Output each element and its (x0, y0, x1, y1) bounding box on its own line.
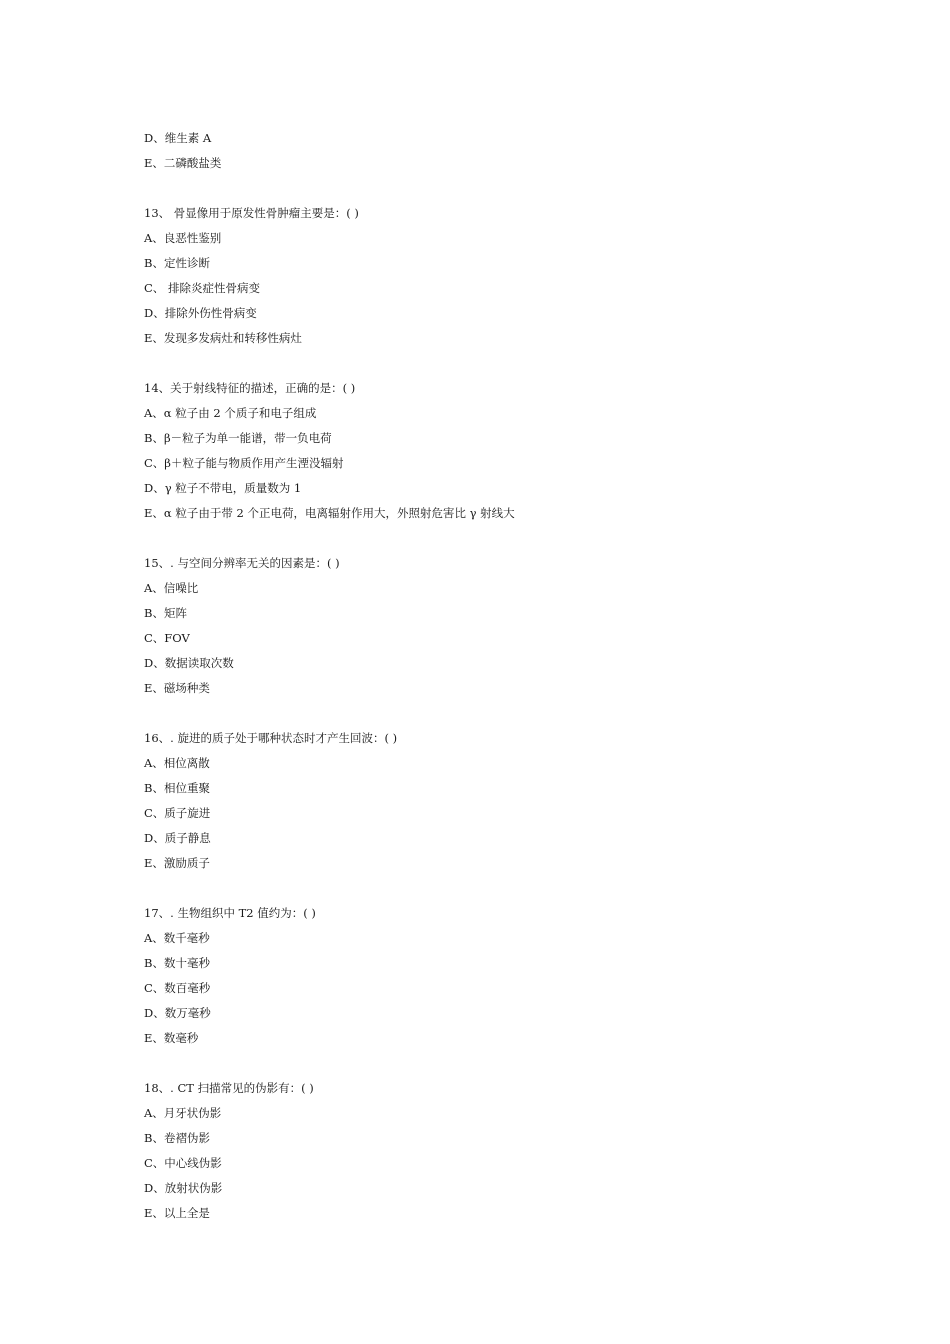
option-line: A、数千毫秒 (144, 931, 210, 945)
question-16: 16、. 旋进的质子处于哪种状态时才产生回波：( ) (144, 731, 398, 745)
option-line: C、β＋粒子能与物质作用产生湮没辐射 (144, 456, 344, 470)
spacer (144, 176, 824, 201)
option-line: A、α 粒子由 2 个质子和电子组成 (144, 406, 317, 420)
option-line: B、相位重聚 (144, 781, 210, 795)
option-line: A、信噪比 (144, 581, 199, 595)
option-line: E、以上全是 (144, 1206, 210, 1220)
option-line: C、质子旋进 (144, 806, 211, 820)
option-line: E、数毫秒 (144, 1031, 199, 1045)
option-line: C、FOV (144, 631, 190, 645)
spacer (144, 701, 824, 726)
option-line: C、数百毫秒 (144, 981, 211, 995)
option-line: D、质子静息 (144, 831, 211, 845)
option-line: A、月牙状伪影 (144, 1106, 222, 1120)
option-line: A、良恶性鉴别 (144, 231, 222, 245)
option-line: E、二磷酸盐类 (144, 156, 222, 170)
option-line: D、排除外伤性骨病变 (144, 306, 257, 320)
option-line: B、卷褶伪影 (144, 1131, 210, 1145)
option-line: E、α 粒子由于带 2 个正电荷，电离辐射作用大，外照射危害比 γ 射线大 (144, 506, 515, 520)
option-line: D、数万毫秒 (144, 1006, 211, 1020)
spacer (144, 876, 824, 901)
option-line: D、数据读取次数 (144, 656, 234, 670)
question-15: 15、. 与空间分辨率无关的因素是：( ) (144, 556, 340, 570)
spacer (144, 1051, 824, 1076)
option-line: C、中心线伪影 (144, 1156, 222, 1170)
option-line: B、矩阵 (144, 606, 187, 620)
document-page (144, 126, 824, 1226)
option-line: C、 排除炎症性骨病变 (144, 281, 260, 295)
option-line: D、放射状伪影 (144, 1181, 223, 1195)
option-line: A、相位离散 (144, 756, 210, 770)
option-line: E、磁场种类 (144, 681, 210, 695)
spacer (144, 526, 824, 551)
option-line: D、γ 粒子不带电，质量数为 1 (144, 481, 302, 495)
question-14: 14、关于射线特征的描述，正确的是：( ) (144, 381, 356, 395)
option-line: B、β－粒子为单一能谱，带一负电荷 (144, 431, 332, 445)
question-18: 18、. CT 扫描常见的伪影有：( ) (144, 1081, 314, 1095)
option-line: B、数十毫秒 (144, 956, 210, 970)
spacer (144, 351, 824, 376)
option-line: E、激励质子 (144, 856, 210, 870)
question-17: 17、. 生物组织中 T2 值约为：( ) (144, 906, 316, 920)
option-line: B、定性诊断 (144, 256, 210, 270)
option-line: E、发现多发病灶和转移性病灶 (144, 331, 302, 345)
option-line: D、维生素 A (144, 131, 212, 145)
question-13: 13、 骨显像用于原发性骨肿瘤主要是：( ) (144, 206, 359, 220)
